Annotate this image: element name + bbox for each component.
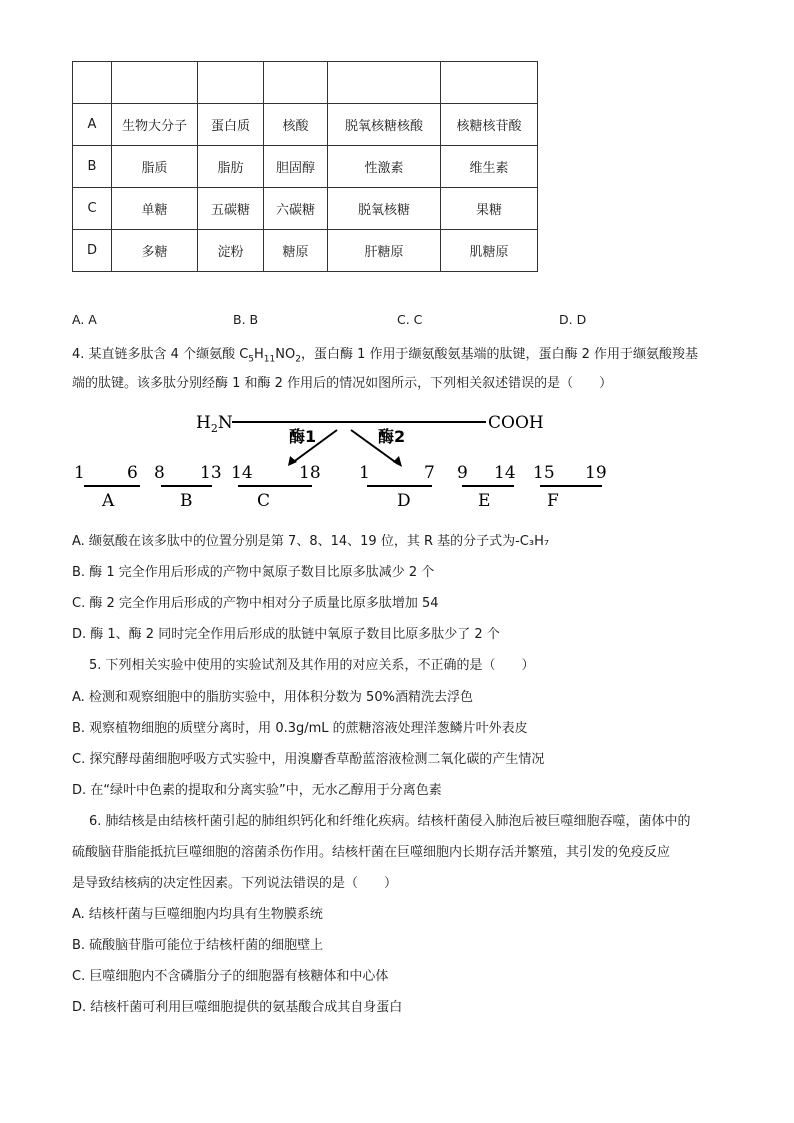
segment-c-label: C — [257, 491, 271, 511]
segment-c-start: 14 — [231, 463, 253, 483]
table-cell: 脱氧核糖核酸 — [328, 104, 441, 146]
segment-a-end: 6 — [127, 463, 138, 483]
enzyme1-label: 酶1 — [289, 427, 317, 446]
table-cell: C — [73, 188, 112, 230]
segment-a-start: 1 — [74, 463, 85, 483]
q3-table — [72, 61, 538, 272]
q4-option-d[interactable]: D. 酶 1、酶 2 同时完全作用后形成的肽链中氧原子数目比原多肽少了 2 个 — [72, 627, 500, 642]
table-cell: 维生素 — [441, 146, 538, 188]
table-cell: 肌糖原 — [441, 230, 538, 272]
segment-f-label: F — [547, 491, 559, 511]
segment-e-start: 9 — [457, 463, 468, 483]
q5-option-b[interactable]: B. 观察植物细胞的质壁分离时，用 0.3g/mL 的蔗糖溶液处理洋葱鳞片叶外表皮 — [72, 721, 528, 736]
table-row — [73, 188, 538, 230]
q6-stem-line3: 是导致结核病的决定性因素。下列说法错误的是（ ） — [72, 876, 398, 891]
table-cell: 蛋白质 — [198, 104, 264, 146]
carboxyl-terminus-label: COOH — [488, 413, 544, 433]
table-cell — [112, 62, 198, 104]
q4-stem-line1: 4. 某直链多肽含 4 个缬氨酸 $C_5H_{11}NO_2$，蛋白酶 1 作用于缬氨酸氨基端的肽键，蛋白酶 2 作用于缬氨酸羧基 — [72, 347, 699, 365]
table-row — [73, 62, 538, 104]
q6-option-d[interactable]: D. 结核杆菌可利用巨噬细胞提供的氨基酸合成其自身蛋白 — [72, 1000, 403, 1015]
table-cell: 核酸 — [264, 104, 328, 146]
segment-d-end: 7 — [424, 463, 435, 483]
table-cell: 五碳糖 — [198, 188, 264, 230]
q3-option-b[interactable]: B. B — [233, 312, 259, 327]
table-row — [73, 230, 538, 272]
q4-option-a[interactable]: A. 缬氨酸在该多肽中的位置分别是第 7、8、14、19 位，其 R 基的分子式为-C₃H₇ — [72, 534, 550, 549]
table-cell: B — [73, 146, 112, 188]
q6-stem-line1: 6. 肺结核是由结核杆菌引起的肺组织钙化和纤维化疾病。结核杆菌侵入肺泡后被巨噬细胞吞噬，菌体中的 — [89, 814, 691, 829]
table-cell: 多糖 — [112, 230, 198, 272]
q5-option-a[interactable]: A. 检测和观察细胞中的脂肪实验中，用体积分数为 50%酒精洗去浮色 — [72, 690, 473, 705]
table-cell: 单糖 — [112, 188, 198, 230]
segment-b-start: 8 — [154, 463, 165, 483]
amino-terminus-label: $H_2N$ — [196, 413, 233, 435]
q6-stem-line2: 硫酸脑苷脂能抵抗巨噬细胞的溶菌杀伤作用。结核杆菌在巨噬细胞内长期存活并繁殖，其引发的免疫反应 — [72, 845, 671, 860]
q6-option-c[interactable]: C. 巨噬细胞内不含磷脂分子的细胞器有核糖体和中心体 — [72, 969, 389, 984]
q5-option-d[interactable]: D. 在“绿叶中色素的提取和分离实验”中，无水乙醇用于分离色素 — [72, 783, 442, 798]
table-cell — [328, 62, 441, 104]
table-cell: 核糖核苷酸 — [441, 104, 538, 146]
table-cell — [264, 62, 328, 104]
table-cell: A — [73, 104, 112, 146]
segment-b-label: B — [180, 491, 193, 511]
segment-d-start: 1 — [359, 463, 370, 483]
q3-option-a[interactable]: A. A — [72, 312, 97, 327]
table-cell: 生物大分子 — [112, 104, 198, 146]
segment-c-end: 18 — [299, 463, 321, 483]
table-cell: 脱氧核糖 — [328, 188, 441, 230]
peptide-diagram — [0, 400, 794, 520]
table-row — [73, 146, 538, 188]
q3-option-c[interactable]: C. C — [397, 312, 423, 327]
q4-option-b[interactable]: B. 酶 1 完全作用后形成的产物中氮原子数目比原多肽减少 2 个 — [72, 565, 435, 580]
table-cell: 脂肪 — [198, 146, 264, 188]
enzyme2-arrowhead — [393, 456, 402, 467]
table-cell: 六碳糖 — [264, 188, 328, 230]
q5-option-c[interactable]: C. 探究酵母菌细胞呼吸方式实验中，用溴麝香草酚蓝溶液检测二氧化碳的产生情况 — [72, 752, 545, 767]
segment-d-label: D — [397, 491, 411, 511]
table-cell: 肝糖原 — [328, 230, 441, 272]
enzyme2-label: 酶2 — [378, 427, 406, 446]
q6-option-b[interactable]: B. 硫酸脑苷脂可能位于结核杆菌的细胞壁上 — [72, 938, 324, 953]
table-cell — [441, 62, 538, 104]
table-cell — [73, 62, 112, 104]
table-cell: 脂质 — [112, 146, 198, 188]
enzyme1-arrowhead — [288, 456, 297, 466]
segment-f-end: 19 — [585, 463, 607, 483]
table-cell: D — [73, 230, 112, 272]
q5-stem: 5. 下列相关实验中使用的实验试剂及其作用的对应关系，不正确的是（ ） — [89, 658, 535, 673]
table-cell: 胆固醇 — [264, 146, 328, 188]
table-cell — [198, 62, 264, 104]
table-cell: 糖原 — [264, 230, 328, 272]
segment-b-end: 13 — [200, 463, 222, 483]
table-cell: 淀粉 — [198, 230, 264, 272]
q4-option-c[interactable]: C. 酶 2 完全作用后形成的产物中相对分子质量比原多肽增加 54 — [72, 596, 439, 611]
segment-e-label: E — [478, 491, 491, 511]
table-row — [73, 104, 538, 146]
segment-f-start: 15 — [533, 463, 555, 483]
q6-option-a[interactable]: A. 结核杆菌与巨噬细胞内均具有生物膜系统 — [72, 907, 323, 922]
segment-a-label: A — [102, 491, 115, 511]
table-cell: 性激素 — [328, 146, 441, 188]
segment-e-end: 14 — [494, 463, 516, 483]
q3-option-d[interactable]: D. D — [559, 312, 587, 327]
table-cell: 果糖 — [441, 188, 538, 230]
q4-stem-line2: 端的肽键。该多肽分别经酶 1 和酶 2 作用后的情况如图所示，下列相关叙述错误的是（ ） — [72, 376, 613, 391]
